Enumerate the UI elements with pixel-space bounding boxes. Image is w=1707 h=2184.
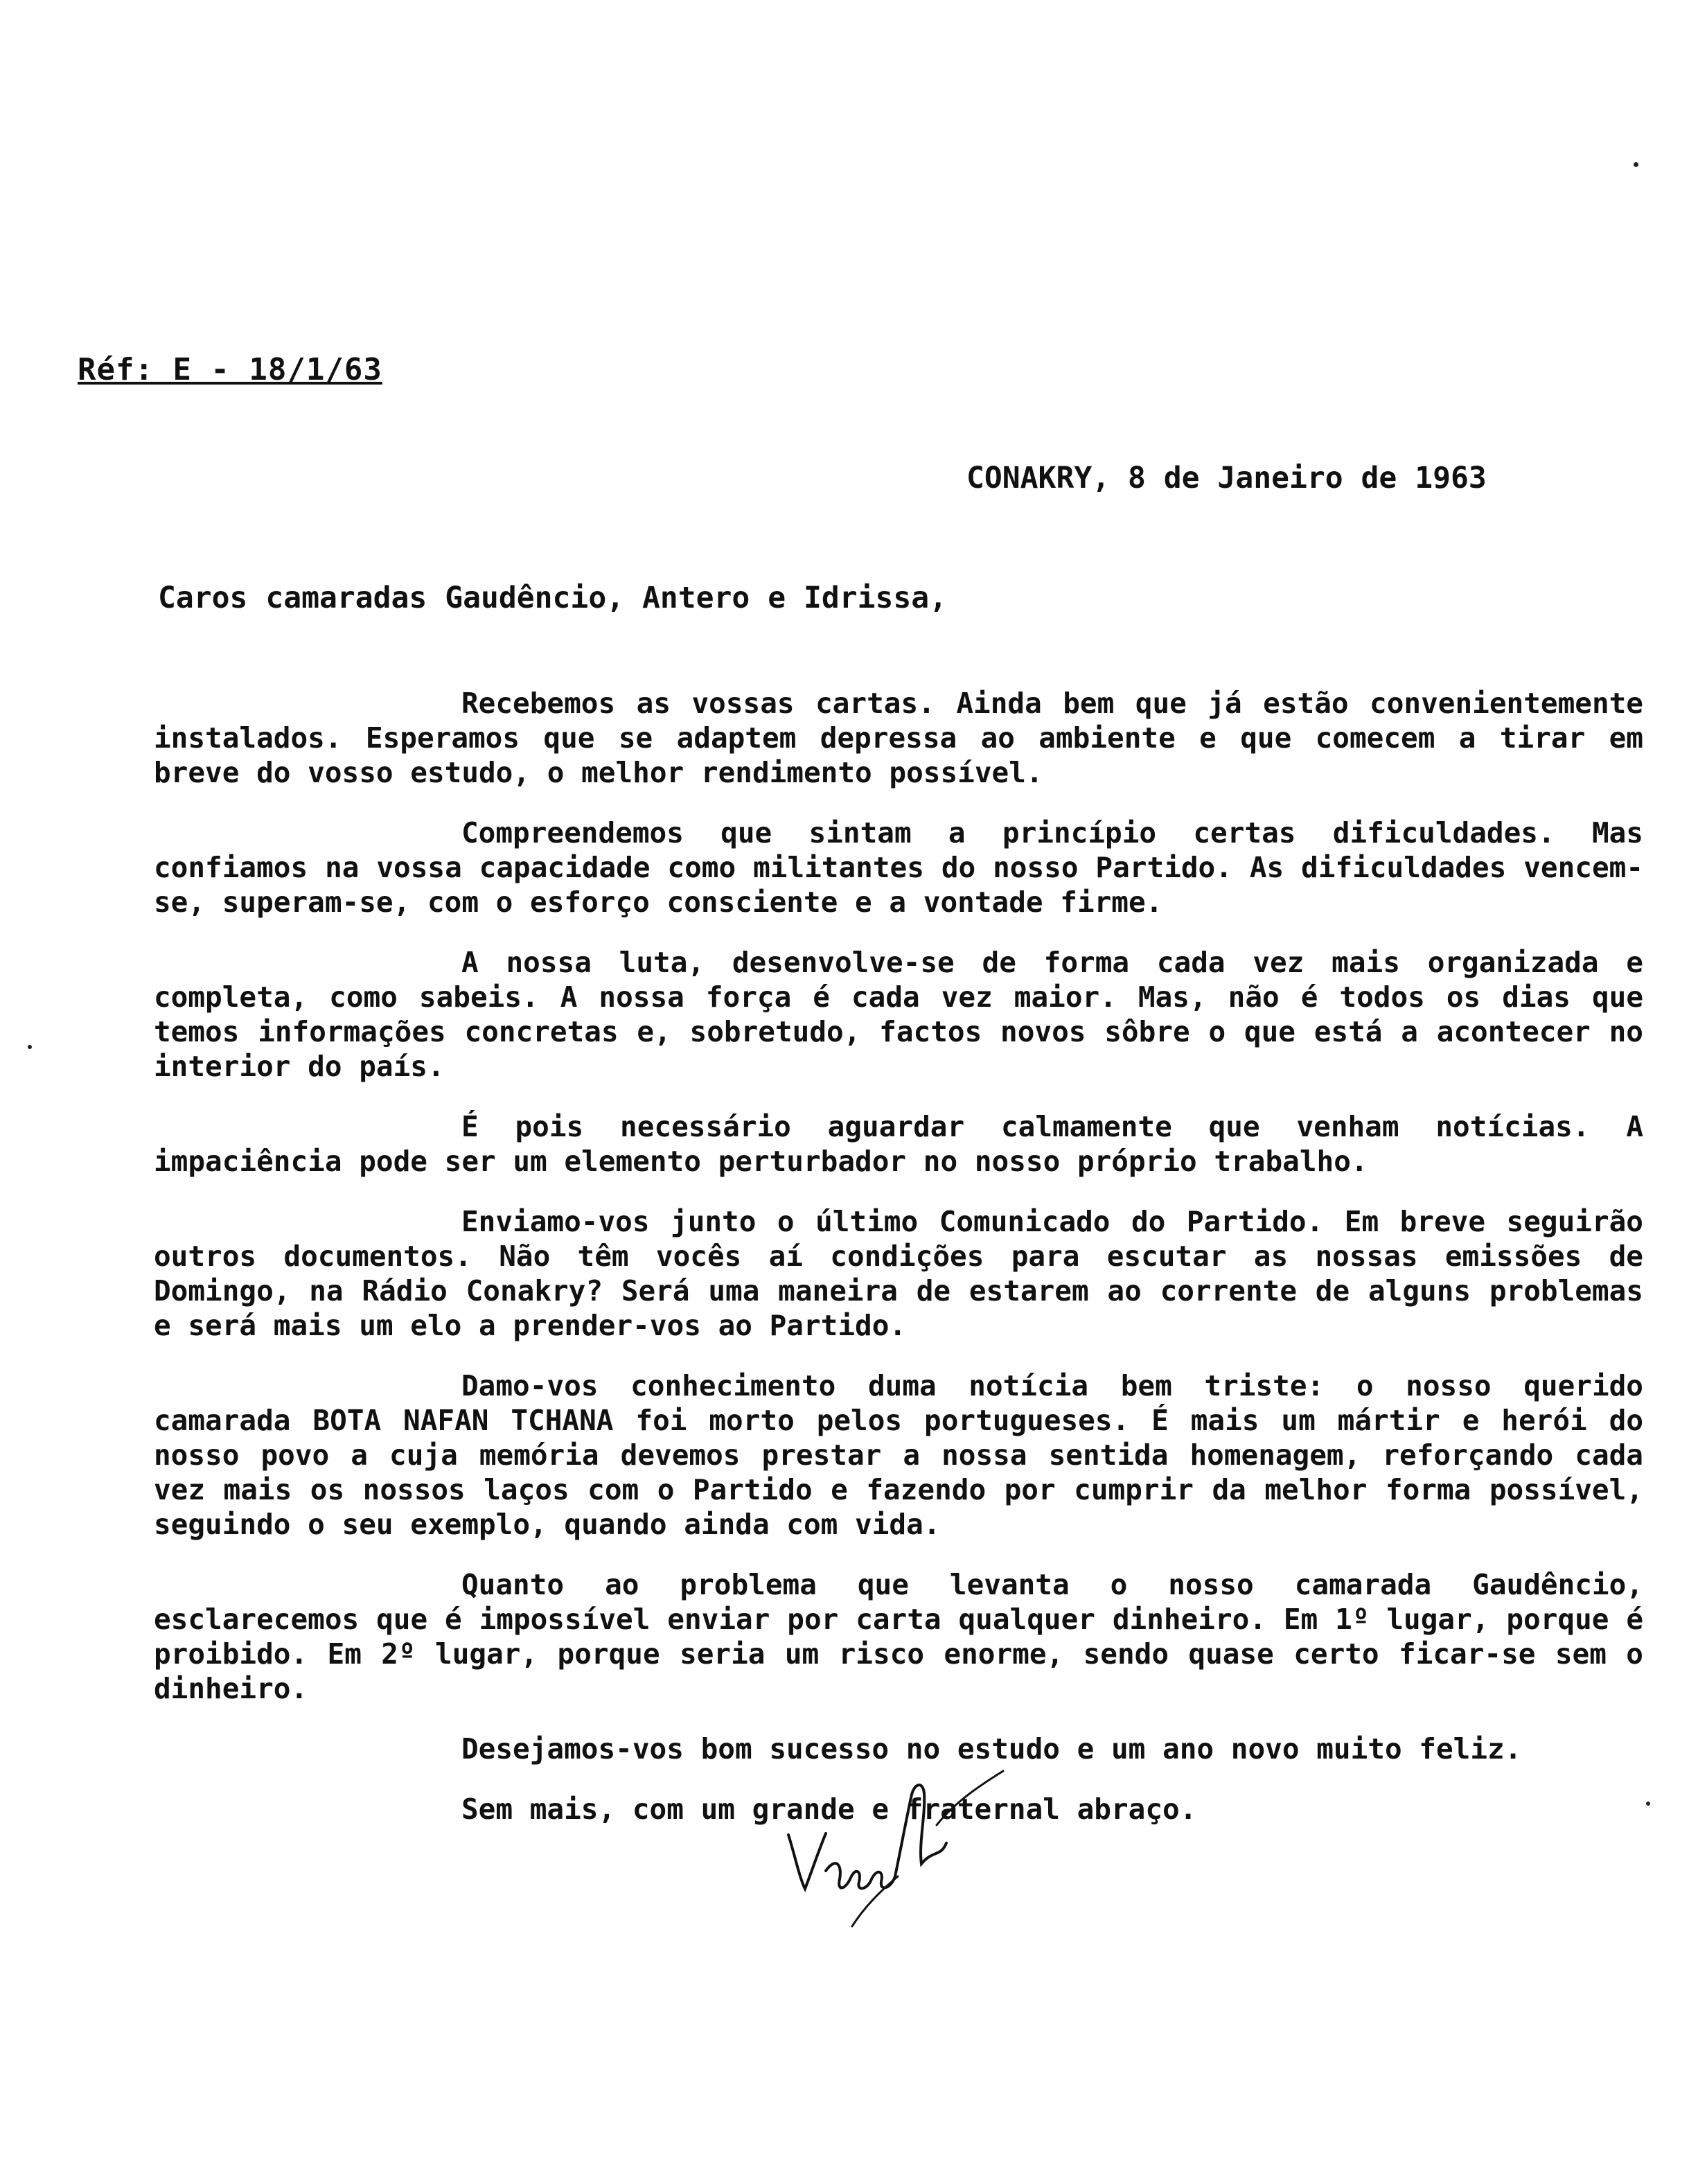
scan-speck bbox=[1634, 162, 1638, 167]
letter-body bbox=[154, 686, 1643, 1852]
paragraph: Recebemos as vossas cartas. Ainda bem que já estão convenientemente instalados. Esperamos que se adaptem depressa ao ambiente e que comecem a tirar em breve do vosso estudo, o melhor rendimento possível. bbox=[154, 687, 1643, 789]
handwritten-signature bbox=[776, 1753, 1011, 1933]
salutation: Caros camaradas Gaudêncio, Antero e Idrissa, bbox=[158, 581, 948, 615]
paragraph: Compreendemos que sintam a princípio certas dificuldades. Mas confiamos na vossa capacidade como militantes do nosso Partido. As dificuldades vencem-se, superam-se, com o esforço consciente e a vontade firme. bbox=[154, 816, 1643, 919]
paragraph: Damo-vos conhecimento duma notícia bem triste: o nosso querido camarada BOTA NAFAN TCHANA foi morto pelos portugueses. É mais um mártir e herói do nosso povo a cuja memória devemos prestar a nossa sentida homenagem, reforçando cada vez mais os nossos laços com o Partido e fazendo por cumprir da melhor forma possível, seguindo o seu exemplo, quando ainda com vida. bbox=[154, 1369, 1643, 1541]
scan-speck bbox=[1646, 1802, 1650, 1806]
paragraph: É pois necessário aguardar calmamente que venham notícias. A impaciência pode ser um elemento perturbador no nosso próprio trabalho. bbox=[154, 1110, 1643, 1178]
scan-speck bbox=[28, 1045, 32, 1049]
dateline: CONAKRY, 8 de Janeiro de 1963 bbox=[966, 461, 1487, 495]
paragraph: Quanto ao problema que levanta o nosso camarada Gaudêncio, esclarecemos que é impossível enviar por carta qualquer dinheiro. Em 1º lugar, porque é proibido. Em 2º lugar, porque seria um risco enorme, sendo quase certo ficar-se sem o dinheiro. bbox=[154, 1568, 1643, 1705]
paragraph: A nossa luta, desenvolve-se de forma cada vez mais organizada e completa, como sabeis. A nossa força é cada vez maior. Mas, não é todos os dias que temos informações concretas e, sobretudo, factos novos sôbre o que está a acontecer no interior do país. bbox=[154, 946, 1643, 1083]
paragraph: Enviamo-vos junto o último Comunicado do Partido. Em breve seguirão outros documentos. Não têm vocês aí condições para escutar as nossas emissões de Domingo, na Rádio Conakry? Será uma maneira de estarem ao corrente de alguns problemas e será mais um elo a prender-vos ao Partido. bbox=[154, 1205, 1643, 1342]
closing-line: Sem mais, com um grande e fraternal abraço. bbox=[461, 1793, 1197, 1826]
reference-number: Réf: E - 18/1/63 bbox=[78, 352, 382, 387]
closing-line: Desejamos-vos bom sucesso no estudo e um ano novo muito feliz. bbox=[461, 1732, 1522, 1765]
